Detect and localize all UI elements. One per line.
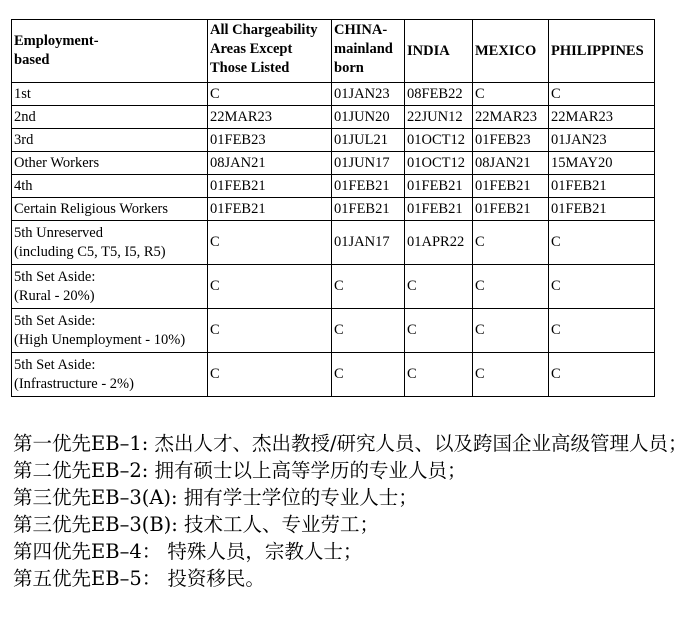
- table-cell: 22MAR23: [549, 106, 655, 129]
- table-cell: 01FEB21: [473, 198, 549, 221]
- table-cell: C: [473, 83, 549, 106]
- row-label: [12, 129, 208, 152]
- table-cell: 01FEB21: [208, 175, 332, 198]
- note-eb3a: 第三优先EB–3(A): 拥有学士学位的专业人士；: [13, 486, 418, 509]
- table-cell: C: [208, 353, 332, 397]
- table-cell: C: [549, 83, 655, 106]
- row-label: [12, 198, 208, 221]
- table-row: [12, 221, 655, 265]
- table-cell: 01FEB21: [549, 175, 655, 198]
- table-cell: C: [405, 353, 473, 397]
- header-line: Employment-: [14, 33, 99, 49]
- header-india: [405, 20, 473, 83]
- table-cell: C: [549, 265, 655, 309]
- table-cell: C: [208, 83, 332, 106]
- table-row: [12, 265, 655, 309]
- row-label-line: Other Workers: [14, 154, 100, 171]
- table-body: [12, 83, 655, 397]
- table-row: [12, 198, 655, 221]
- table-cell: 01FEB21: [208, 198, 332, 221]
- header-line: born: [334, 60, 364, 76]
- table-cell: 01JUL21: [332, 129, 405, 152]
- visa-bulletin-table: [11, 19, 655, 397]
- table-cell: C: [549, 221, 655, 265]
- table-row: [12, 152, 655, 175]
- table-cell: 01FEB21: [473, 175, 549, 198]
- row-label: [12, 309, 208, 353]
- row-label-line: (including C5, T5, I5, R5): [14, 243, 166, 260]
- table-cell: 01FEB21: [332, 198, 405, 221]
- table-cell: C: [473, 221, 549, 265]
- row-label-line: 5th Set Aside:: [14, 312, 96, 329]
- table-cell: 01OCT12: [405, 152, 473, 175]
- category-notes: [13, 430, 693, 592]
- table-cell: C: [332, 309, 405, 353]
- header-row: [12, 20, 655, 83]
- header-line: Areas Except: [210, 41, 293, 57]
- table-row: [12, 129, 655, 152]
- table-cell: C: [208, 265, 332, 309]
- table-cell: 01JAN17: [332, 221, 405, 265]
- header-employment-based: [12, 20, 208, 83]
- table-cell: C: [549, 309, 655, 353]
- table-row: [12, 106, 655, 129]
- table-cell: C: [208, 309, 332, 353]
- table-cell: C: [473, 353, 549, 397]
- note-eb5: 第五优先EB–5： 投资移民。: [13, 567, 265, 590]
- row-label-line: 5th Unreserved: [14, 224, 103, 241]
- table-row: [12, 309, 655, 353]
- table-cell: 08JAN21: [208, 152, 332, 175]
- header-line: All Chargeability: [210, 22, 318, 38]
- table-cell: 01JAN23: [549, 129, 655, 152]
- table-cell: 01APR22: [405, 221, 473, 265]
- table-row: [12, 175, 655, 198]
- row-label: [12, 106, 208, 129]
- header-line: based: [14, 52, 50, 68]
- table-cell: C: [208, 221, 332, 265]
- header-line: MEXICO: [475, 42, 537, 59]
- table-cell: 01JUN20: [332, 106, 405, 129]
- table-cell: 01FEB21: [405, 198, 473, 221]
- table-header: [12, 20, 655, 83]
- row-label-line: 3rd: [14, 131, 34, 148]
- header-china: [332, 20, 405, 83]
- row-label-line: 5th Set Aside:: [14, 268, 96, 285]
- row-label-line: 1st: [14, 85, 31, 102]
- table-cell: C: [332, 353, 405, 397]
- row-label-line: 5th Set Aside:: [14, 356, 96, 373]
- note-eb4: 第四优先EB–4： 特殊人员，宗教人士；: [13, 540, 363, 563]
- header-line: INDIA: [407, 42, 450, 59]
- header-line: PHILIPPINES: [551, 42, 644, 59]
- row-label: [12, 83, 208, 106]
- row-label-line: 4th: [14, 177, 33, 194]
- row-label: [12, 152, 208, 175]
- header-line: CHINA-: [334, 22, 388, 38]
- table-cell: C: [405, 309, 473, 353]
- table-cell: C: [549, 353, 655, 397]
- table-cell: C: [332, 265, 405, 309]
- row-label-line: (Infrastructure - 2%): [14, 375, 134, 392]
- table-cell: 01FEB21: [405, 175, 473, 198]
- table-cell: 08JAN21: [473, 152, 549, 175]
- header-line: mainland: [334, 41, 393, 57]
- row-label: [12, 175, 208, 198]
- header-line: Those Listed: [210, 60, 290, 76]
- table-cell: 01JAN23: [332, 83, 405, 106]
- row-label-line: (Rural - 20%): [14, 287, 95, 304]
- table-cell: 01OCT12: [405, 129, 473, 152]
- row-label: [12, 265, 208, 309]
- header-philippines: [549, 20, 655, 83]
- note-eb1: 第一优先EB–1: 杰出人才、杰出教授/研究人员、以及跨国企业高级管理人员；: [13, 432, 688, 455]
- table-cell: 01FEB21: [332, 175, 405, 198]
- table-cell: 01FEB21: [549, 198, 655, 221]
- table-cell: C: [405, 265, 473, 309]
- row-label-line: Certain Religious Workers: [14, 200, 169, 217]
- table-cell: 08FEB22: [405, 83, 473, 106]
- table-cell: C: [473, 265, 549, 309]
- table-cell: 01FEB23: [473, 129, 549, 152]
- table-cell: C: [473, 309, 549, 353]
- table-cell: 01JUN17: [332, 152, 405, 175]
- table-cell: 01FEB23: [208, 129, 332, 152]
- row-label: [12, 221, 208, 265]
- row-label-line: (High Unemployment - 10%): [14, 331, 186, 348]
- table-cell: 22MAR23: [473, 106, 549, 129]
- header-all-chargeability: [208, 20, 332, 83]
- table-cell: 15MAY20: [549, 152, 655, 175]
- table-cell: 22JUN12: [405, 106, 473, 129]
- table-row: [12, 353, 655, 397]
- note-eb3b: 第三优先EB–3(B): 技术工人、专业劳工；: [13, 513, 380, 536]
- table-row: [12, 83, 655, 106]
- row-label-line: 2nd: [14, 108, 36, 125]
- header-mexico: [473, 20, 549, 83]
- row-label: [12, 353, 208, 397]
- note-eb2: 第二优先EB–2: 拥有硕士以上高等学历的专业人员；: [13, 459, 467, 482]
- table-cell: 22MAR23: [208, 106, 332, 129]
